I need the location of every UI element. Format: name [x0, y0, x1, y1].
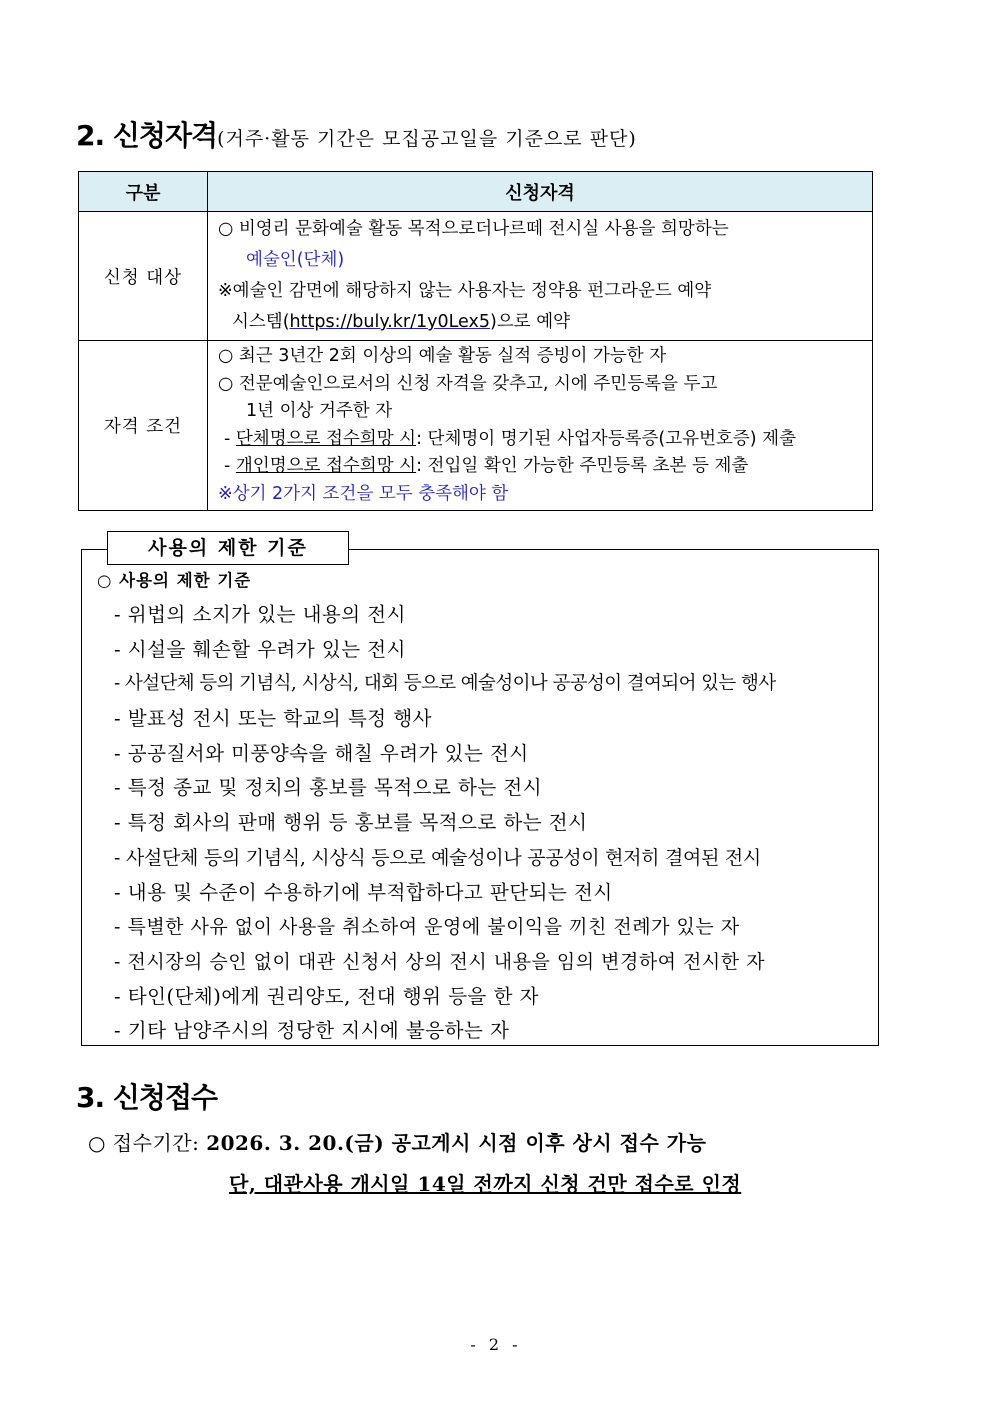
- target-line-4: [218, 307, 872, 338]
- table-row-conditions: [79, 341, 873, 511]
- condition-line-5-dash: -: [224, 456, 236, 476]
- restrictions-box-title: 사용의 제한 기준: [107, 531, 349, 565]
- reception-note: 단, 대관사용 개시일 14일 전까지 신청 건만 접수로 인정: [229, 1172, 742, 1196]
- header-qualification: 신청자격: [208, 172, 873, 212]
- table-header-row: [79, 172, 873, 212]
- restriction-item: - 내용 및 수준이 수용하기에 부적합하다고 판단되는 전시: [114, 880, 613, 904]
- condition-line-4-rest: : 단체명이 명기된 사업자등록증(고유번호증) 제출: [416, 428, 796, 449]
- reservation-link[interactable]: https://buly.kr/1y0Lex5: [289, 312, 491, 332]
- restriction-item: - 위법의 소지가 있는 내용의 전시: [114, 603, 406, 626]
- condition-line-5-rest: : 전입일 확인 가능한 주민등록 초본 등 제출: [416, 456, 749, 476]
- section-3-title: 3. 신청접수: [76, 1081, 218, 1114]
- restriction-item: - 공공질서와 미풍양속을 해칠 우려가 있는 전시: [114, 741, 529, 765]
- section-2-title: 2. 신청자격: [76, 119, 218, 152]
- target-line-4-suffix: )으로 예약: [490, 312, 571, 332]
- condition-line-2: ○ 전문예술인으로서의 신청 자격을 갖추고, 시에 주민등록을 두고: [218, 373, 718, 394]
- target-line-2: 예술인(단체): [246, 250, 345, 270]
- restriction-item: - 사설단체 등의 기념식, 시상식 등으로 예술성이나 공공성이 현저히 결여된 전시: [114, 846, 761, 869]
- reception-period: [88, 1127, 706, 1156]
- condition-line-3: 1년 이상 거주한 자: [246, 401, 393, 421]
- restriction-item: - 전시장의 승인 없이 대관 신청서 상의 전시 내용을 임의 변경하여 전시한 자: [114, 950, 766, 973]
- row-content-target: [208, 212, 873, 341]
- section-2-heading: [76, 114, 637, 154]
- qualification-table: [78, 171, 873, 511]
- condition-line-4-underlined: 단체명으로 접수희망 시: [235, 428, 417, 449]
- table-row-target: [79, 212, 873, 341]
- condition-line-6: ※상기 2가지 조건을 모두 충족해야 함: [218, 483, 509, 504]
- condition-line-1: ○ 최근 3년간 2회 이상의 예술 활동 실적 증빙이 가능한 자: [218, 346, 667, 366]
- restriction-item: - 타인(단체)에게 권리양도, 전대 행위 등을 한 자: [114, 984, 539, 1008]
- condition-line-5: [218, 453, 872, 481]
- row-label-target: 신청 대상: [79, 212, 208, 341]
- condition-line-5-underlined: 개인명으로 접수희망 시: [235, 456, 417, 476]
- restriction-item: - 특별한 사유 없이 사용을 취소하여 운영에 불이익을 끼친 전례가 있는 자: [114, 916, 740, 939]
- row-content-conditions: [208, 341, 873, 511]
- target-line-4-prefix: 시스템(: [232, 312, 290, 332]
- reception-period-label: ○ 접수기간:: [88, 1131, 207, 1155]
- restriction-item: - 기타 남양주시의 정당한 지시에 불응하는 자: [114, 1019, 510, 1043]
- restriction-item: - 특정 종교 및 정치의 홍보를 목적으로 하는 전시: [114, 776, 543, 800]
- restrictions-heading: ○ 사용의 제한 기준: [97, 571, 252, 590]
- restriction-item: - 특정 회사의 판매 행위 등 홍보를 목적으로 하는 전시: [114, 811, 588, 835]
- restrictions-list: [114, 598, 776, 1049]
- restriction-item: - 발표성 전시 또는 학교의 특정 행사: [114, 707, 432, 731]
- condition-line-4: [218, 426, 872, 454]
- reception-period-value: 2026. 3. 20.(금) 공고게시 시점 이후 상시 접수 가능: [206, 1131, 707, 1155]
- page-number: - 2 -: [470, 1335, 522, 1354]
- section-2-subtitle: (거주·활동 기간은 모집공고일을 기준으로 판단): [217, 128, 637, 150]
- target-line-1: ○ 비영리 문화예술 활동 목적으로더나르떼 전시실 사용을 희망하는: [218, 219, 729, 239]
- restriction-item: - 시설을 훼손할 우려가 있는 전시: [114, 637, 406, 661]
- restriction-item: - 사설단체 등의 기념식, 시상식, 대회 등으로 예술성이나 공공성이 결여되어 있는 행사: [114, 673, 776, 695]
- header-category: 구분: [79, 172, 208, 212]
- row-label-conditions: 자격 조건: [79, 341, 208, 511]
- target-line-3: ※예술인 감면에 해당하지 않는 사용자는 정약용 펀그라운드 예약: [218, 281, 712, 301]
- condition-line-4-dash: -: [224, 428, 236, 449]
